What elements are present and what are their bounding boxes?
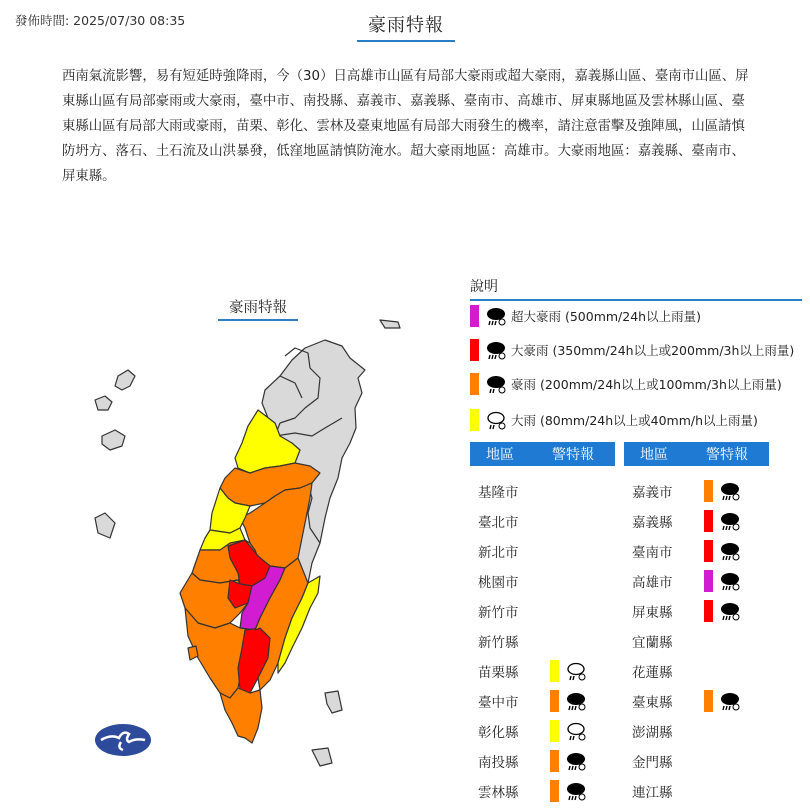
table-header-right — [624, 442, 769, 466]
column-header-warning: 警特報 — [552, 447, 594, 463]
table-row — [632, 659, 704, 683]
column-header-warning: 警特報 — [706, 447, 748, 463]
table-row — [478, 749, 587, 773]
color-swatch — [470, 305, 479, 327]
warning-description: 西南氣流影響，易有短延時強降雨，今（30）日高雄市山區有局部大豪雨或超大豪雨，嘉義縣山區、臺南市山區、屏東縣山區有局部豪雨或大豪雨，臺中市、南投縣、嘉義市、嘉義縣、臺南市、高雄市、屏東縣地區及雲林縣山區、臺東縣山區有局部大雨或豪雨，苗栗、彰化、雲林及臺東地區有局部大雨發生的機率，請注意雷擊及強陣風，山區請慎防坍方、落石、土石流及山洪暴發，低窪地區請慎防淹水。超大豪雨地區：高雄市。大豪雨地區：嘉義縣、臺南市、屏東縣。 — [62, 69, 749, 184]
region-name: 基隆市 — [478, 485, 519, 501]
warning-level-bar — [550, 720, 559, 742]
table-row — [632, 629, 704, 653]
table-row — [632, 719, 704, 743]
table-row — [478, 659, 587, 683]
legend-label: 大雨 (80mm/24h以上或40mm/h以上雨量) — [511, 413, 758, 428]
region-name: 嘉義市 — [632, 485, 673, 501]
table-row — [478, 779, 587, 803]
legend-item-super-torrential — [470, 304, 701, 328]
region-name: 新竹市 — [478, 605, 519, 621]
heavy-rain-cloud-icon — [719, 540, 741, 562]
table-row — [478, 689, 587, 713]
table-row — [632, 599, 741, 623]
table-row — [632, 509, 741, 533]
legend-item-heavy — [470, 408, 758, 432]
table-row — [478, 599, 550, 623]
column-header-region: 地區 — [486, 447, 514, 463]
region-name: 臺中市 — [478, 695, 519, 711]
warning-level-bar — [704, 690, 713, 712]
region-name: 新竹縣 — [478, 635, 519, 651]
table-row — [478, 719, 587, 743]
region-name: 桃園市 — [478, 575, 519, 591]
heavy-rain-cloud-icon — [565, 780, 587, 802]
warning-level-bar — [550, 780, 559, 802]
table-row — [478, 509, 550, 533]
legend-label: 大豪雨 (350mm/24h以上或200mm/3h以上雨量) — [511, 343, 795, 358]
warning-level-bar — [704, 510, 713, 532]
table-row — [632, 749, 704, 773]
island-kinmen — [95, 513, 115, 538]
table-header-left — [470, 442, 615, 466]
heavy-rain-cloud-icon — [485, 305, 507, 327]
region-name: 金門縣 — [632, 755, 673, 771]
legend-item-extremely-torrential — [470, 338, 794, 362]
legend-title: 說明 — [470, 276, 802, 301]
heavy-rain-cloud-icon — [719, 480, 741, 502]
table-row — [478, 479, 550, 503]
table-row — [632, 779, 704, 803]
region-name: 雲林縣 — [478, 785, 519, 801]
color-swatch — [470, 373, 479, 395]
region-name: 屏東縣 — [632, 605, 673, 621]
island-xiaoliuqiu — [188, 646, 198, 660]
heavy-rain-cloud-icon — [719, 600, 741, 622]
region-pingtung — [220, 688, 262, 743]
region-name: 連江縣 — [632, 785, 673, 801]
region-name: 新北市 — [478, 545, 519, 561]
publish-time: 發佈時間: 2025/07/30 08:35 — [15, 13, 186, 28]
color-swatch — [470, 339, 479, 361]
warning-level-bar — [550, 750, 559, 772]
map-title: 豪雨特報 — [218, 296, 298, 321]
table-row — [478, 569, 550, 593]
warning-level-bar — [704, 570, 713, 592]
region-name: 花蓮縣 — [632, 665, 673, 681]
table-row — [478, 539, 550, 563]
region-name: 臺東縣 — [632, 695, 673, 711]
legend-label: 超大豪雨 (500mm/24h以上雨量) — [511, 309, 701, 324]
warning-level-bar — [704, 480, 713, 502]
heavy-rain-cloud-icon — [719, 690, 741, 712]
warning-level-bar — [550, 660, 559, 682]
heavy-rain-cloud-icon — [565, 750, 587, 772]
heavy-rain-cloud-icon — [485, 339, 507, 361]
region-name: 南投縣 — [478, 755, 519, 771]
table-row — [632, 479, 741, 503]
warning-level-bar — [704, 540, 713, 562]
table-row — [632, 569, 741, 593]
legend-label: 豪雨 (200mm/24h以上或100mm/3h以上雨量) — [511, 377, 782, 392]
island-orchid — [312, 748, 332, 766]
island-penghu-1 — [115, 370, 135, 390]
table-row — [632, 689, 741, 713]
island-green — [325, 691, 342, 713]
warning-level-bar — [550, 690, 559, 712]
taiwan-warning-map — [80, 318, 420, 788]
region-name: 彰化縣 — [478, 725, 519, 741]
island-guishan — [380, 320, 400, 328]
color-swatch — [470, 409, 479, 431]
legend-item-torrential — [470, 372, 782, 396]
region-name: 澎湖縣 — [632, 725, 673, 741]
page-title: 豪雨特報 — [357, 11, 455, 42]
outline-rain-cloud-icon — [485, 409, 507, 431]
region-name: 臺南市 — [632, 545, 673, 561]
column-header-region: 地區 — [640, 447, 668, 463]
region-name: 臺北市 — [478, 515, 519, 531]
table-row — [478, 629, 550, 653]
heavy-rain-cloud-icon — [719, 510, 741, 532]
region-name: 嘉義縣 — [632, 515, 673, 531]
region-name: 高雄市 — [632, 575, 673, 591]
region-name: 苗栗縣 — [478, 665, 519, 681]
table-row — [632, 539, 741, 563]
island-penghu-3 — [102, 430, 125, 450]
heavy-rain-cloud-icon — [719, 570, 741, 592]
cwa-logo — [95, 724, 151, 756]
rain-cloud-icon — [485, 373, 507, 395]
outline-rain-cloud-icon — [565, 660, 587, 682]
warning-level-bar — [704, 600, 713, 622]
island-penghu-2 — [95, 396, 112, 410]
region-name: 宜蘭縣 — [632, 635, 673, 651]
heavy-rain-cloud-icon — [565, 690, 587, 712]
outline-rain-cloud-icon — [565, 720, 587, 742]
